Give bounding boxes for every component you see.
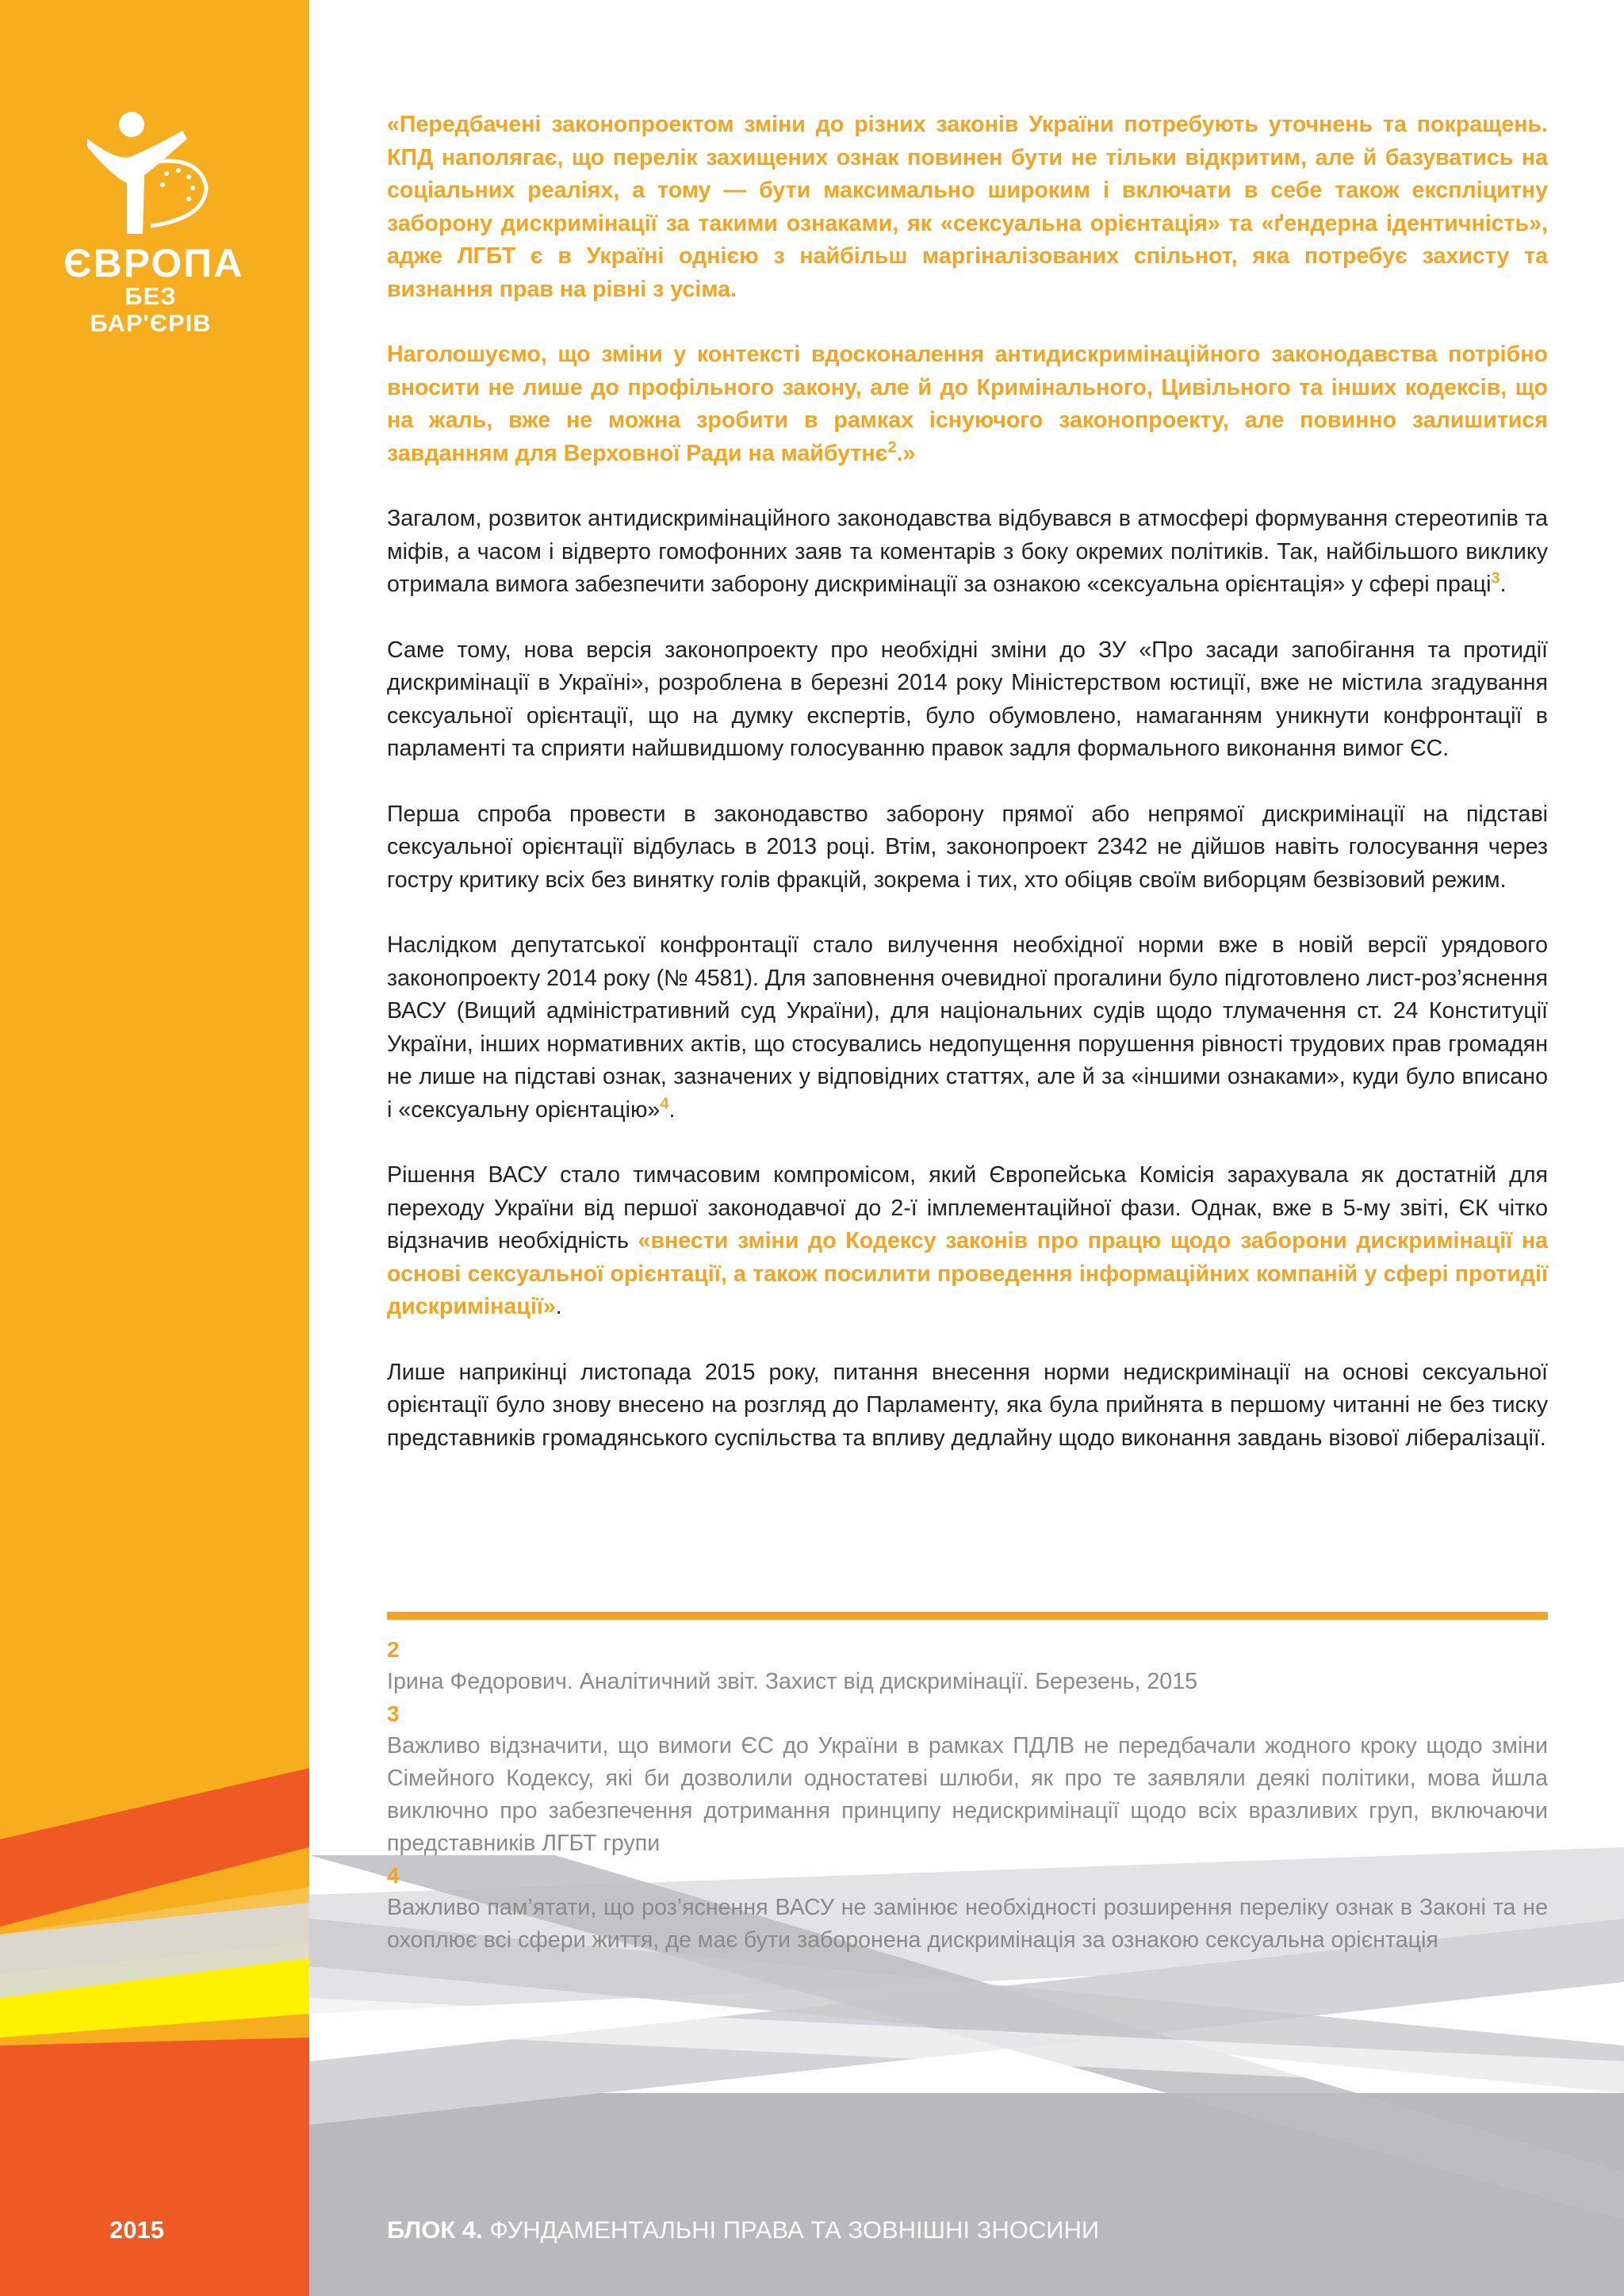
footnote-ref-3[interactable]: 3 [1491,569,1500,587]
logo [63,107,254,337]
footnote-divider [387,1612,1548,1620]
body-paragraph-3: Перша спроба провести в законодавство заборону прямої або непрямої дискримінації на підставі сексуальної орієнтації відбулась в 2013 році. Втім, законопроект 2342 не дійшов навіть голосування через гостру критику всіх без винятку голів фракцій, зокрема і тих, хто обіцяв своїм виборцям безвізовий режим. [387,801,1548,893]
footer-section-label [387,2214,1099,2246]
body-paragraph-4 [387,929,1548,1127]
paragraph-4-end: . [668,1096,676,1123]
body-paragraph-6: Лише наприкінці листопада 2015 року, питання внесення норми недискримінації на основі сексуальної орієнтації було знову внесено на розгляд до Парламенту, яка була прийнята в першому читанні не без тиску представників громадянського суспільства та впливу дедлайну щодо виконання завдань візової лібералізації. [387,1359,1548,1451]
paragraph-5-end: . [555,1294,562,1319]
paragraph-1-text: Загалом, розвиток антидискримінаційного законодавства відбувався в атмосфері формування стереотипів та міфів, а часом і відверто гомофонних заяв та коментарів з боку окремих політиків. Так, найбільшого виклику отримала вимога забезпечити заборону дискримінації за ознакою «сексуальна орієнтація» у сфері праці [387,506,1548,597]
paragraph-5-highlight: «внести зміни до Кодексу законів про працю щодо заборони дискримінації на основі сексуальної орієнтації, а також посилити проведення інформаційних компаній у сфері протидії дискримінації» [387,1228,1548,1319]
footnote-ref-4[interactable]: 4 [660,1094,669,1112]
footnote-number-3: 3 [387,1701,400,1726]
logo-figure-icon [63,107,238,242]
footer-block-label: БЛОК 4. [387,2216,483,2244]
logo-subtitle: БЕЗ БАР'ЄРІВ [90,282,212,337]
footer-year: 2015 [109,2216,164,2244]
body-paragraph-2: Саме тому, нова версія законопроекту про необхідні зміни до ЗУ «Про засади запобігання та протидії дискримінації в Україні», розроблена в березні 2014 року Міністерством юстиції, вже не містила згадування сексуальної орієнтації, що на думку експертів, було обумовлено, намаганням уникнути конфронтації в парламенті та сприяти найшвидшому голосуванню правок задля формального виконання вимог ЄС. [387,637,1548,761]
paragraph-5-text: Рішення ВАСУ стало тимчасовим компромісом, який Європейська Комісія зарахувала як достатній для переходу України від першої законодавчої до 2-ї імплементаційної фази. Однак, вже в 5-му звіті, ЄК чітко відзначив необхідність [387,1162,1548,1253]
quote-paragraph-1: «Передбачені законопроектом зміни до різних законів України потребують уточнень та покращень. КПД наполягає, що перелік захищених ознак повинен бути не тільки відкритим, але й базуватись на соціальних реаліях, а тому — бути максимально широким і включати в себе також експліцитну заборону дискримінації за такими ознаками, як «сексуальна орієнтація» та «ґендерна ідентичність», адже ЛГБТ є в Україні однією з найбільш маргіналізованих спільнот, яка потребує захисту та визнання прав на рівні з усіма. [387,112,1548,302]
footnote-ref-2[interactable]: 2 [887,438,897,456]
footnote-text-4: Важливо пам’ятати, що роз’яснення ВАСУ не замінює необхідності розширення переліку ознак в Законі та не охоплює всі сфери життя, де має бути заборонена дискримінація за ознакою сексуальна орієнтація [387,1895,1548,1953]
paragraph-4-text: Наслідком депутатської конфронтації стало вилучення необхідної норми вже в новій версії урядового законопроекту 2014 року (№ 4581). Для заповнення очевидної прогалини було підготовлено лист-роз’яснення ВАСУ (Вищий адміністративний суд України), для національних судів щодо тлумачення ст. 24 Конституції України, інших нормативних актів, що стосувались недопущення порушення рівності трудових прав громадян не лише на підставі ознак, зазначених у відповідних статтях, але й за «іншими ознаками», куди було вписано і «сексуальну орієнтацію» [387,932,1548,1123]
logo-title: ЄВРОПА [63,241,244,285]
quote-2-end: .» [896,440,916,466]
footnote-number-2: 2 [387,1637,400,1662]
paragraph-1-end: . [1500,572,1507,597]
quote-paragraph-2 [387,339,1548,470]
body-paragraph-5 [387,1159,1548,1324]
footer-section-title: ФУНДАМЕНТАЛЬНІ ПРАВА ТА ЗОВНІШНІ ЗНОСИНИ [489,2216,1100,2244]
footnote-text-2: Ірина Федорович. Аналітичний звіт. Захист від дискримінації. Березень, 2015 [387,1669,1198,1694]
stripe-orange-2 [0,2038,309,2296]
main-content [387,109,1548,1455]
footnote-number-4: 4 [387,1863,400,1888]
quote-2-text: Наголошуємо, що зміни у контексті вдосконалення антидискримінаційного законодавства потрібно вносити не лише до профільного закону, але й до Кримінального, Цивільного та інших кодексів, що на жаль, вже не можна зробити в рамках існуючого законопроекту, але повинно залишитися завданням для Верховної Ради на майбутнє [387,342,1548,466]
footnote-text-3: Важливо відзначити, що вимоги ЄС до України в рамках ПДЛВ не передбачали жодного кроку щодо зміни Сімейного Кодексу, які би дозволили одностатеві шлюби, як про те заявляли деякі політики, мова йшла виключно про забезпечення дотримання принципу недискримінації щодо всіх вразливих груп, включаючи представників ЛГБТ групи [387,1733,1548,1856]
footnotes [387,1612,1548,1957]
body-paragraph-1 [387,503,1548,602]
